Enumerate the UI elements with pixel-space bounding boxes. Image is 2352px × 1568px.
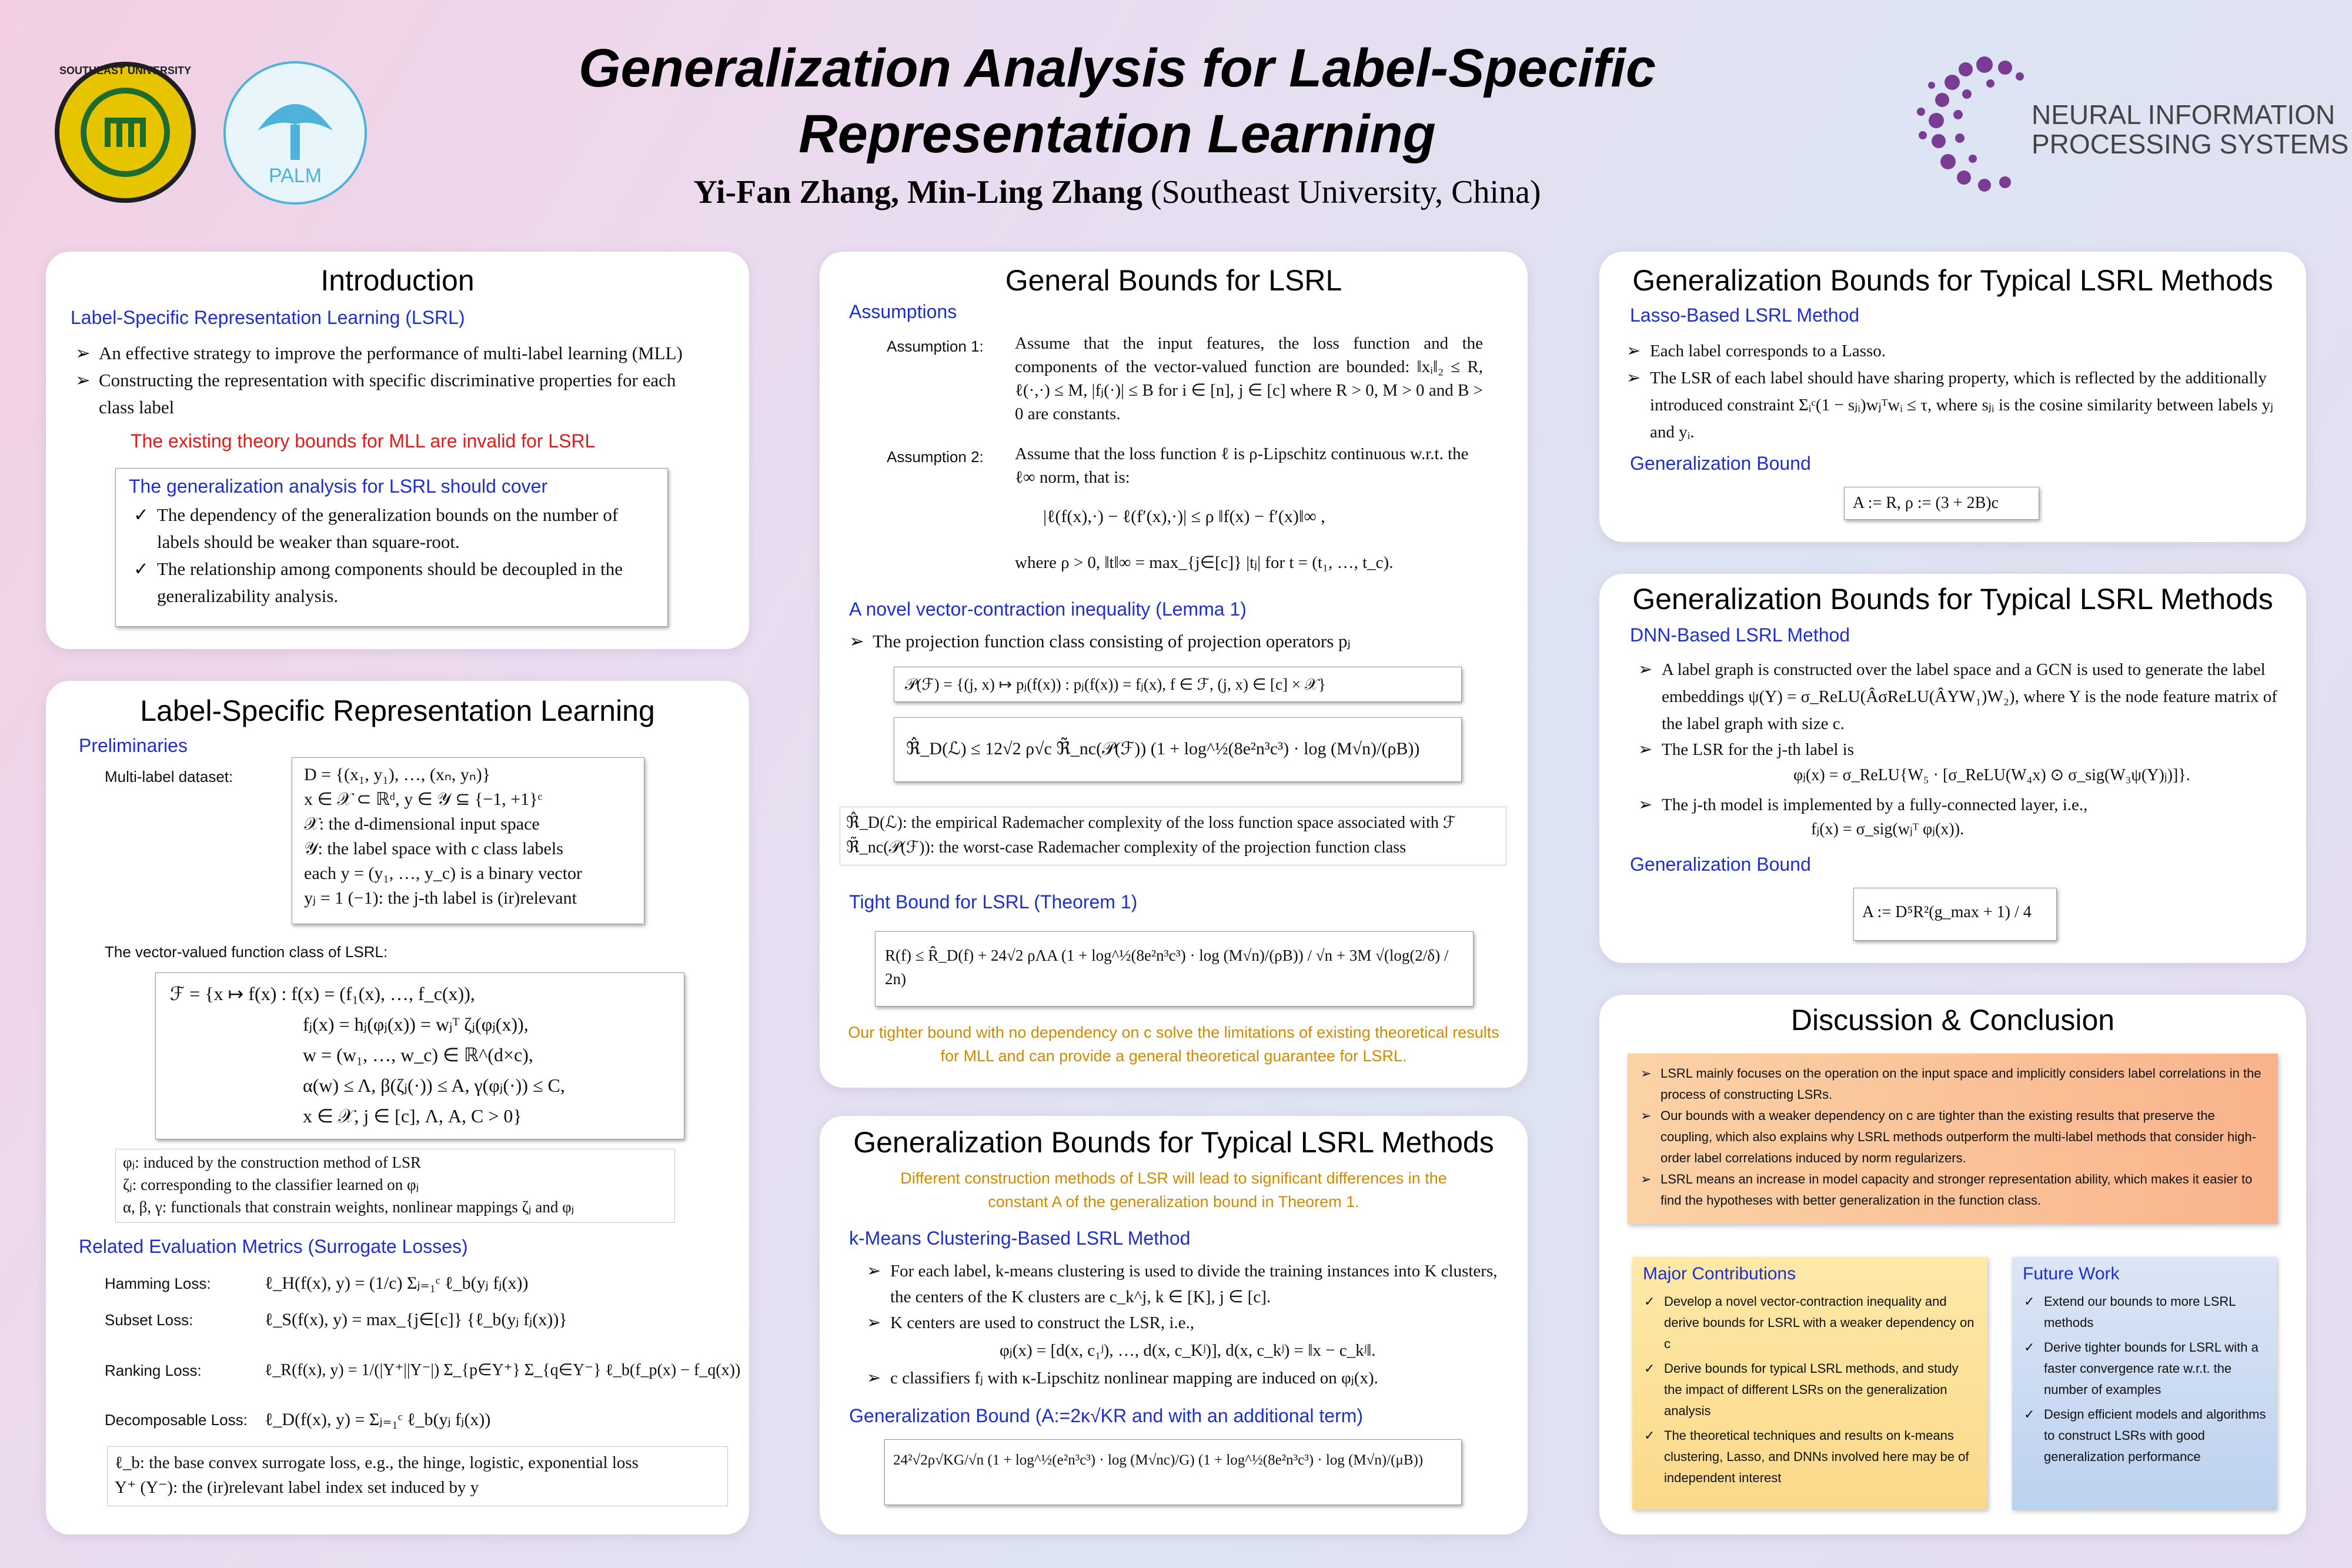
discussion-title: Discussion & Conclusion — [1790, 1004, 2115, 1037]
lasso-card: Generalization Bounds for Typical LSRL Methods Lasso-Based LSRL Method ➢ Each label corresponds to a Lasso. ➢ The LSR of each label should have sharing property, which is reflected by the additionally introduced constraint Σᵢᶜ(1 − sⱼᵢ)wⱼᵀwᵢ ≤ τ, where sⱼᵢ is the cosine similarity between labels yⱼ and yᵢ. Generalization Bound A := R, ρ := (3 + 2B)c — [1599, 252, 2306, 542]
palm-logo — [222, 60, 368, 206]
projection-class-box — [894, 667, 1462, 702]
introduction-title: Introduction — [320, 264, 475, 297]
general-bounds-card: General Bounds for LSRL Assumptions Assumption 1: Assume that the input features, the loss function and the components of the vector-valued function are bounded: ‖xᵢ‖₂ ≤ R, ℓ(·,·) ≤ M, |fⱼ(·)| ≤ B for i ∈ [n], j ∈ [c] where R > 0, M > 0 and B > 0 are constants. Assumption 2: Assume that the loss function ℓ is ρ-Lipschitz continuous w.r.t. the ℓ∞ norm, that is: |ℓ(f(x),·) − ℓ(f′(x),·)| ≤ ρ ‖f(x) − f′(x)‖∞ , where ρ > 0, ‖t‖∞ = max_{j∈[c]} |tⱼ| for t = (t₁, …, t_c). A novel vector-contraction inequality (Lemma 1) ➢ The projection function class consisting of projection operators pⱼ 𝒫(ℱ) = {(j, x) ↦ pⱼ(f(x)) : pⱼ(f(x)) = fⱼ(x), f ∈ ℱ, (j, x) ∈ [c] × 𝒳} ℜ̂_D(ℒ) ≤ 12√2 ρ√c ℜ̃_nc(𝒫(ℱ)) (1 + log^½(8e²n³c³) · log (M√n)/(ρB)) ℜ̂_D(ℒ): the empirical Rademacher complexity of the loss function space associated with ℱ ℜ̃_nc(𝒫(ℱ)): the worst-case Rademacher complexity of the projection function class Tight Bound for LSRL (Theorem 1) R(f) ≤ R̂_D(f) + 24√2 ρΛA (1 + log^½(8e²n³c³) · log (M√n)/(ρB)) / √n + 3M √(log(2/δ) / 2n) Our tighter bound with no dependency on c solve the limitations of existing theoretical results for MLL and can provide a general theoretical guarantee for LSRL. — [820, 252, 1528, 1088]
theorem1-box — [875, 931, 1474, 1007]
intro-red-note: The existing theory bounds for MLL are invalid for LSRL — [131, 430, 596, 452]
dnn-card-title: Generalization Bounds for Typical LSRL Methods — [1632, 583, 2273, 616]
notation-3: α, β, γ: functionals that constrain weights, nonlinear mappings ζⱼ and φⱼ — [123, 1198, 574, 1216]
dataset-line-6: yⱼ = 1 (−1): the j-th label is (ir)relevant — [304, 888, 577, 908]
lsrl-card — [46, 681, 749, 1534]
introduction-card: Introduction Label-Specific Representation Learning (LSRL) ➢ An effective strategy to improve the performance of multi-label learning (MLL) ➢ Constructing the representation with specific discriminative properties for each class label The existing theory bounds for MLL are invalid for LSRL The generalization analysis for LSRL should cover ✓ The dependency of the generalization bounds on the number of labels should be weaker than square-root. ✓ The relationship among components should be decoupled in the generalizability analysis. — [46, 252, 749, 649]
notation-2: ζⱼ: corresponding to the classifier learned on φⱼ — [123, 1176, 419, 1193]
dataset-line-4: 𝒴: the label space with c class labels — [304, 839, 563, 858]
neurips-logo — [1896, 41, 2349, 206]
seu-logo — [52, 59, 199, 206]
kmeans-card-title: Generalization Bounds for Typical LSRL Methods — [853, 1126, 1494, 1159]
dataset-line-5: each y = (y₁, …, y_c) is a binary vector — [304, 864, 583, 883]
dnn-eq-2: fⱼ(x) = σ_sig(wⱼᵀ φⱼ(x)). — [1811, 820, 1965, 838]
kmeans-subtitle: k-Means Clustering-Based LSRL Method — [849, 1228, 1191, 1249]
ranking-loss-eq: ℓ_R(f(x), y) = 1/(|Y⁺||Y⁻|) Σ_{p∈Y⁺} Σ_{q∈Y⁻} ℓ_b(f_p(x) − f_q(x)) — [265, 1361, 741, 1379]
assumption2-where: where ρ > 0, ‖t‖∞ = max_{j∈[c]} |tⱼ| for t = (t₁, …, t_c). — [1015, 553, 1394, 572]
decomposable-loss-eq: ℓ_D(f(x), y) = Σⱼ₌₁ᶜ ℓ_b(yⱼ fⱼ(x)) — [265, 1410, 491, 1429]
notation-1: φⱼ: induced by the construction method of LSR — [123, 1154, 421, 1171]
subset-loss-label: Subset Loss: — [105, 1311, 193, 1329]
lemma1-box — [894, 717, 1462, 782]
author-line — [376, 172, 1858, 213]
discussion-summary-box: ➢ LSRL mainly focuses on the operation on the input space and implicitly considers label correlations in the process of constructing LSRs. ➢ Our bounds with a weaker dependency on c are tighter than the existing results that preserve the coupling, which also explains why LSRL methods outperform the multi-label methods that consider high-order label correlations induced by norm regularizers. ➢ LSRL means an increase in model capacity and stronger representation ability, which makes it easier to find the hypotheses with better generalization in the function class. — [1628, 1054, 2278, 1224]
poster-title-line1: Generalization Analysis for Label-Specific — [578, 38, 1656, 98]
introduction-subtitle: Label-Specific Representation Learning (LSRL) — [71, 307, 465, 328]
general-bounds-title: General Bounds for LSRL — [1005, 264, 1342, 297]
rademacher-def-2: ℜ̃_nc(𝒫(ℱ)): the worst-case Rademacher complexity of the projection function class — [846, 838, 1406, 857]
dnn-bound-subtitle: Generalization Bound — [1630, 854, 1811, 875]
loss-note-2: Y⁺ (Y⁻): the (ir)relevant label index set induced by y — [115, 1478, 479, 1497]
projection-class-eq: 𝒫(ℱ) = {(j, x) ↦ pⱼ(f(x)) : pⱼ(f(x)) = fⱼ(x), f ∈ ℱ, (j, x) ∈ [c] × 𝒳} — [905, 676, 1326, 693]
neurips-line2: PROCESSING SYSTEMS — [2032, 129, 2349, 159]
dataset-line-1: D = {(x₁, y₁), …, (xₙ, yₙ)} — [304, 765, 491, 784]
fc-line-2: fⱼ(x) = hⱼ(φⱼ(x)) = wⱼᵀ ζⱼ(φⱼ(x)), — [303, 1014, 529, 1035]
dnn-card: Generalization Bounds for Typical LSRL Methods DNN-Based LSRL Method ➢ A label graph is constructed over the label space and a GCN is used to generate the label embeddings ψ(Y) = σ_ReLU(ÂσReLU(ÂYW₁)W₂), where Y is the node feature matrix of the label graph with size c. ➢ The LSR for the j-th label is φⱼ(x) = σ_ReLU{W₅ · [σ_ReLU(W₄x) ⊙ σ_sig(W₃ψ(Y)ⱼ)]}. ➢ The j-th model is implemented by a fully-connected layer, i.e., fⱼ(x) = σ_sig(wⱼᵀ φⱼ(x)). Generalization Bound A := D⁵R²(g_max + 1) / 4 — [1599, 574, 2306, 963]
notation-box — [115, 1149, 675, 1223]
assumption1-text: Assume that the input features, the loss function and the components of the vector-valued function are bounded: ‖xᵢ‖₂ ≤ R, ℓ(·,·) ≤ M, |fⱼ(·)| ≤ B for i ∈ [n], j ∈ [c] where R > 0, M > 0 and B > 0 are constants. — [1015, 334, 1483, 423]
seu-logo-text: SOUTHEAST UNIVERSITY — [59, 65, 192, 76]
assumption2-label: Assumption 2: — [887, 448, 984, 466]
lsrl-title: Label-Specific Representation Learning — [140, 694, 655, 727]
assumption2-text: Assume that the loss function ℓ is ρ-Lipschitz continuous w.r.t. the ℓ∞ norm, that is: — [1015, 444, 1469, 487]
dnn-subtitle: DNN-Based LSRL Method — [1630, 624, 1850, 646]
dnn-bound-box — [1853, 888, 2057, 941]
metrics-subtitle: Related Evaluation Metrics (Surrogate Losses) — [79, 1236, 468, 1257]
lasso-bound-eq: A := R, ρ := (3 + 2B)c — [1853, 494, 1999, 512]
loss-notes-box — [107, 1446, 728, 1506]
authors: Yi-Fan Zhang, Min-Ling Zhang — [693, 174, 1142, 210]
lasso-card-title: Generalization Bounds for Typical LSRL Methods — [1632, 264, 2273, 297]
theorem1-orange-note: Our tighter bound with no dependency on c solve the limitations of existing theoretical results for MLL and can provide a general theoretical guarantee for LSRL. — [848, 1024, 1499, 1065]
decomposable-loss-label: Decomposable Loss: — [105, 1411, 248, 1429]
lemma1-subtitle: A novel vector-contraction inequality (Lemma 1) — [849, 599, 1247, 620]
dataset-line-2: x ∈ 𝒳 ⊂ ℝᵈ, y ∈ 𝒴 ⊆ {−1, +1}ᶜ — [304, 790, 543, 809]
function-class-box — [155, 972, 684, 1139]
hamming-loss-eq: ℓ_H(f(x), y) = (1/c) Σⱼ₌₁ᶜ ℓ_b(yⱼ fⱼ(x)) — [265, 1273, 529, 1293]
future-work-box: Future Work ✓ Extend our bounds to more LSRL methods ✓ Derive tighter bounds for LSRL with a faster convergence rate w.r.t. the number of examples ✓ Design efficient models and algorithms to construct LSRs with good generalization performance — [2012, 1257, 2277, 1510]
contributions-box: Major Contributions ✓ Develop a novel vector-contraction inequality and derive bounds for LSRL with a weaker dependency on c ✓ Derive bounds for typical LSRL methods, and study the impact of different LSRs on the generalization analysis ✓ The theoretical techniques and results on k-means clustering, Lasso, and DNNs involved here may be of independent interest — [1632, 1257, 1987, 1510]
dnn-eq-1: φⱼ(x) = σ_ReLU{W₅ · [σ_ReLU(W₄x) ⊙ σ_sig(W₃ψ(Y)ⱼ)]}. — [1793, 766, 2190, 784]
assumption1-label: Assumption 1: — [887, 337, 984, 355]
rademacher-def-1: ℜ̂_D(ℒ): the empirical Rademacher complexity of the loss function space associated with ℱ — [846, 814, 1456, 832]
kmeans-bound-subtitle: Generalization Bound (A:=2κ√KR and with an additional term) — [849, 1405, 1364, 1426]
intro-cover-box: The generalization analysis for LSRL should cover ✓ The dependency of the generalization bounds on the number of labels should be weaker than square-root. ✓ The relationship among components should be decoupled in the generalizability analysis. — [115, 468, 668, 627]
affiliation: (Southeast University, China) — [1150, 174, 1541, 210]
ranking-loss-label: Ranking Loss: — [105, 1362, 202, 1379]
lemma1-eq: ℜ̂_D(ℒ) ≤ 12√2 ρ√c ℜ̃_nc(𝒫(ℱ)) (1 + log^½(8e²n³c³) · log (M√n)/(ρB)) — [906, 739, 1420, 758]
loss-note-1: ℓ_b: the base convex surrogate loss, e.g., the hinge, logistic, exponential loss — [115, 1453, 639, 1472]
palm-logo-text: PALM — [268, 165, 322, 187]
subset-loss-eq: ℓ_S(f(x), y) = max_{j∈[c]} {ℓ_b(yⱼ fⱼ(x))} — [265, 1310, 567, 1329]
theorem1-subtitle: Tight Bound for LSRL (Theorem 1) — [849, 891, 1138, 912]
poster-title-line2: Representation Learning — [799, 104, 1436, 164]
fc-line-5: x ∈ 𝒳, j ∈ [c], Λ, A, C > 0} — [303, 1105, 522, 1126]
kmeans-eq: φⱼ(x) = [d(x, c₁ʲ), …, d(x, c_Kʲ)], d(x, c_kʲ) = ‖x − c_kʲ‖. — [1000, 1341, 1376, 1360]
assumption2-eq: |ℓ(f(x),·) − ℓ(f′(x),·)| ≤ ρ ‖f(x) − f′(x)‖∞ , — [1043, 507, 1325, 526]
kmeans-orange-note: Different construction methods of LSR will lead to significant differences in the constant A of the generalization bound in Theorem 1. — [900, 1169, 1447, 1211]
future-work-title: Future Work — [2023, 1264, 2120, 1283]
kmeans-bound-eq: 24²√2ρ√KG/√n (1 + log^½(e²n³c³) · log (M√nc)/G) (1 + log^½(8e²n³c³) · log (M√n)/(μB)) — [893, 1452, 1424, 1468]
dnn-bound-eq: A := D⁵R²(g_max + 1) / 4 — [1862, 903, 2032, 921]
fc-line-3: w = (w₁, …, w_c) ∈ ℝ^(d×c), — [303, 1044, 533, 1065]
function-class-label: The vector-valued function class of LSRL: — [105, 943, 388, 961]
intro-box-title: The generalization analysis for LSRL should cover — [129, 476, 548, 497]
neurips-line1: NEURAL INFORMATION — [2032, 99, 2336, 130]
kmeans-bound-box — [884, 1439, 1462, 1505]
contributions-title: Major Contributions — [1643, 1264, 1796, 1283]
assumptions-subtitle: Assumptions — [849, 301, 957, 322]
rademacher-def-box — [840, 807, 1506, 865]
hamming-loss-label: Hamming Loss: — [105, 1275, 211, 1292]
dataset-box — [292, 757, 644, 924]
fc-line-1: ℱ = {x ↦ f(x) : f(x) = (f₁(x), …, f_c(x)), — [170, 983, 475, 1004]
kmeans-card: Generalization Bounds for Typical LSRL Methods Different construction methods of LSR will lead to significant differences in the constant A of the generalization bound in Theorem 1. k-Means Clustering-Based LSRL Method ➢ For each label, k-means clustering is used to divide the training instances into K clusters, the centers of the K clusters are c_k^j, k ∈ [K], j ∈ [c]. ➢ K centers are used to construct the LSR, i.e., φⱼ(x) = [d(x, c₁ʲ), …, d(x, c_Kʲ)], d(x, c_kʲ) = ‖x − c_kʲ‖. ➢ c classifiers fⱼ with κ-Lipschitz nonlinear mapping are induced on φⱼ(x). Generalization Bound (A:=2κ√KR and with an additional term) 24²√2ρ√KG/√n (1 + log^½(e²n³c³) · log (M√nc)/G) (1 + log^½(8e²n³c³) · log (M√n)/(μB)) — [820, 1116, 1528, 1534]
lasso-bound-box — [1844, 487, 2039, 520]
fc-line-4: α(w) ≤ Λ, β(ζⱼ(·)) ≤ A, γ(φⱼ(·)) ≤ C, — [303, 1075, 565, 1096]
discussion-card — [1599, 995, 2306, 1534]
preliminaries-subtitle: Preliminaries — [79, 735, 188, 756]
dataset-line-3: 𝒳: the d-dimensional input space — [304, 814, 540, 834]
theorem1-eq: R(f) ≤ R̂_D(f) + 24√2 ρΛA (1 + log^½(8e²n³c³) · log (M√n)/(ρB)) / √n + 3M √(log(2/δ) / 2n) — [885, 947, 1449, 988]
lasso-bound-subtitle: Generalization Bound — [1630, 453, 1811, 474]
lasso-subtitle: Lasso-Based LSRL Method — [1630, 305, 1860, 326]
multilabel-dataset-label: Multi-label dataset: — [105, 768, 233, 785]
